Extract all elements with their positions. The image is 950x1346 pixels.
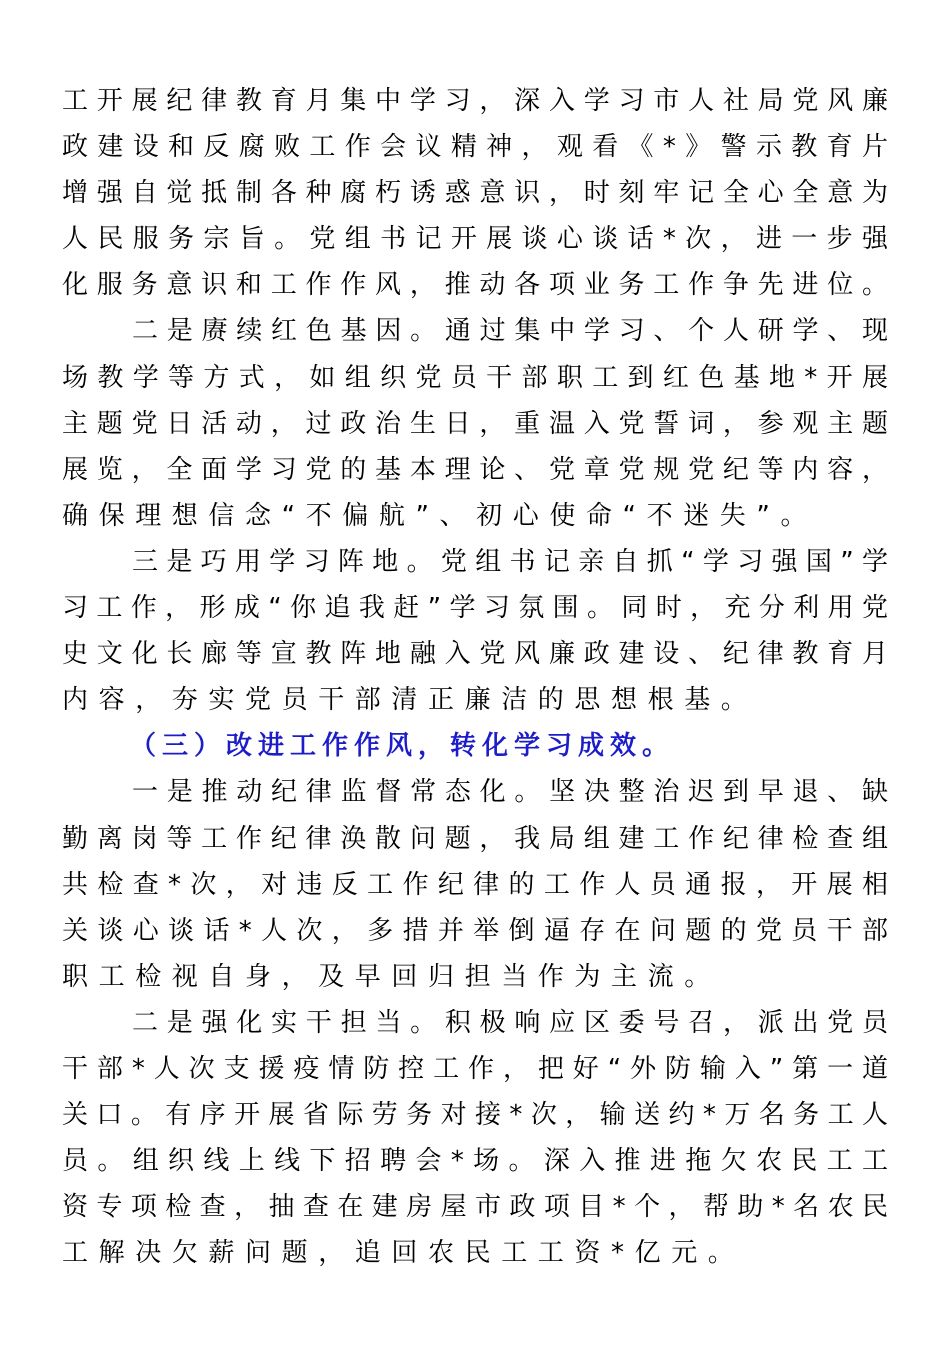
paragraph-end-line: 职工检视自身，及早回归担当作为主流。 [62, 961, 721, 992]
text-line: 干部*人次支援疫情防控工作，把好“外防输入”第一道 [62, 1053, 888, 1084]
text-line: 资专项检查，抽查在建房屋市政项目*个，帮助*名农民 [62, 1192, 888, 1223]
text-line: 共检查*次，对违反工作纪律的工作人员通报，开展相 [62, 869, 888, 900]
text-line: 工开展纪律教育月集中学习，深入学习市人社局党风廉 [62, 86, 888, 116]
text-line: 展览，全面学习党的基本理论、党章党规党纪等内容， [62, 454, 888, 485]
text-line: 化服务意识和工作作风，推动各项业务工作争先进位。 [62, 270, 888, 301]
text-line: 主题党日活动，过政治生日，重温入党誓词，参观主题 [62, 408, 888, 439]
text-line: 勤离岗等工作纪律涣散问题，我局组建工作纪律检查组 [62, 823, 888, 854]
paragraph-end-line: 内容，夯实党员干部清正廉洁的思想根基。 [62, 685, 758, 716]
text-line: 关谈心谈话*人次，多措并举倒逼存在问题的党员干部 [62, 915, 888, 946]
paragraph-start-line: 二是强化实干担当。积极响应区委号召，派出党员 [132, 1007, 888, 1038]
document-body [62, 78, 888, 1276]
text-line: 人民服务宗旨。党组书记开展谈心谈话*次，进一步强 [62, 224, 888, 255]
paragraph-start-line: 一是推动纪律监督常态化。坚决整治迟到早退、缺 [132, 777, 888, 808]
text-line: 政建设和反腐败工作会议精神，观看《*》警示教育片 [62, 132, 888, 163]
text-line: 员。组织线上线下招聘会*场。深入推进拖欠农民工工 [62, 1146, 888, 1177]
text-line: 史文化长廊等宣教阵地融入党风廉政建设、纪律教育月 [62, 639, 888, 670]
text-line: 场教学等方式，如组织党员干部职工到红色基地*开展 [62, 362, 888, 393]
section-heading: （三）改进工作作风，转化学习成效。 [130, 731, 675, 762]
paragraph-start-line: 二是赓续红色基因。通过集中学习、个人研学、现 [132, 316, 888, 347]
text-line: 增强自觉抵制各种腐朽诱惑意识，时刻牢记全心全意为 [62, 178, 888, 209]
text-line: 关口。有序开展省际劳务对接*次，输送约*万名务工人 [62, 1100, 888, 1131]
paragraph-start-line: 三是巧用学习阵地。党组书记亲自抓“学习强国”学 [132, 546, 888, 577]
paragraph-end-line: 确保理想信念“不偏航”、初心使命“不迷失”。 [62, 500, 818, 531]
paragraph-end-line: 工解决欠薪问题，追回农民工工资*亿元。 [62, 1238, 745, 1269]
text-line: 习工作，形成“你追我赶”学习氛围。同时，充分利用党 [62, 593, 888, 624]
